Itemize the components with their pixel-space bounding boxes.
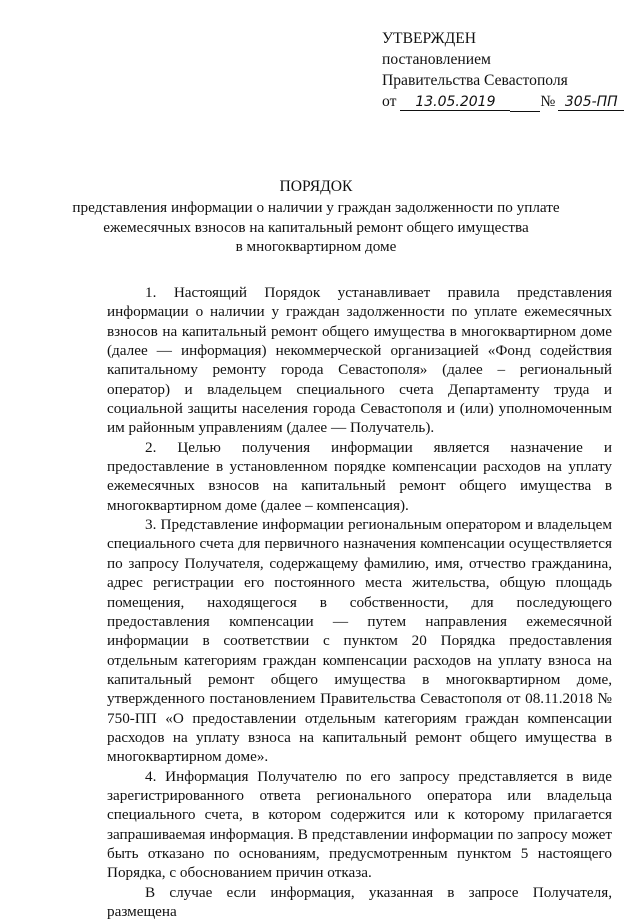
paragraph-4: 4. Информация Получателю по его запросу представляется в виде зарегистрированного ответа регионального оператора или владельца специального счета, в котором содержится или к которому прилагается запрашиваемая информация. В представлении информации по запросу может быть отказано по основаниям, предусмотренным пунктом 5 настоящего Порядка, с обоснованием причин отказа.: [107, 767, 612, 882]
date-prefix: от: [382, 93, 397, 110]
paragraph-3: 3. Представление информации региональным оператором и владельцем специального счета для первичного назначения компенсации осуществляется по запросу Получателя, содержащему фамилию, имя, отчество гражданина, адрес регистрации его постоянного места жительства, общую площадь помещения, находящегося в собственности, для последующего предоставления компенсации — путем направления ежемесячной информации в соответствии с пунктом 20 Порядка предоставления отдельным категориям граждан компенсации расходов на уплату взноса на капитальный ремонт общего имущества в многоквартирном доме, утвержденного постановлением Правительства Севастополя от 08.11.2018 № 750-ПП «О предоставлении отдельным категориям граждан компенсации расходов на уплату взноса на капитальный ремонт общего имущества в многоквартирном доме».: [107, 516, 612, 766]
approval-stamp: [382, 28, 624, 112]
approval-line-decree: постановлением: [382, 51, 491, 68]
paragraph-2: 2. Целью получения информации является назначение и предоставление в установленном порядке компенсации расходов на уплату ежемесячных взносов на капитальный ремонт общего имущества в многоквартирном доме (далее – компенсация).: [107, 438, 612, 514]
paragraph-5: В случае если информация, указанная в запросе Получателя, размещена: [107, 883, 612, 920]
date-underline: [510, 96, 540, 112]
paragraph-1: 1. Настоящий Порядок устанавливает правила представления информации о наличии у граждан задолженности по уплате ежемесячных взносов на капитальный ремонт общего имущества в многоквартирном доме (далее — информация) некоммерческой организацией «Фонд содействия капитальному ремонту города Севастополя» (далее – региональный оператор) и владельцем специального счета Департаменту труда и социальной защиты населения города Севастополя и (или) уполномоченным им районным управлениям (далее — Получатель).: [107, 284, 612, 437]
handwritten-number: 305-ПП: [558, 95, 624, 111]
document-title: ПОРЯДОК: [279, 178, 353, 195]
number-prefix: №: [540, 93, 556, 110]
handwritten-date: 13.05.2019: [400, 95, 510, 111]
approval-date-line: [382, 91, 624, 112]
document-heading: [0, 177, 632, 257]
heading-line-2: ежемесячных взносов на капитальный ремонт общего имущества: [103, 218, 529, 236]
approval-title: УТВЕРЖДЕН: [382, 30, 477, 47]
heading-line-1: представления информации о наличии у граждан задолженности по уплате: [72, 199, 560, 216]
document-body: [107, 283, 612, 921]
heading-line-3: в многоквартирном доме: [235, 238, 397, 255]
approval-line-government: Правительства Севастополя: [382, 72, 568, 89]
